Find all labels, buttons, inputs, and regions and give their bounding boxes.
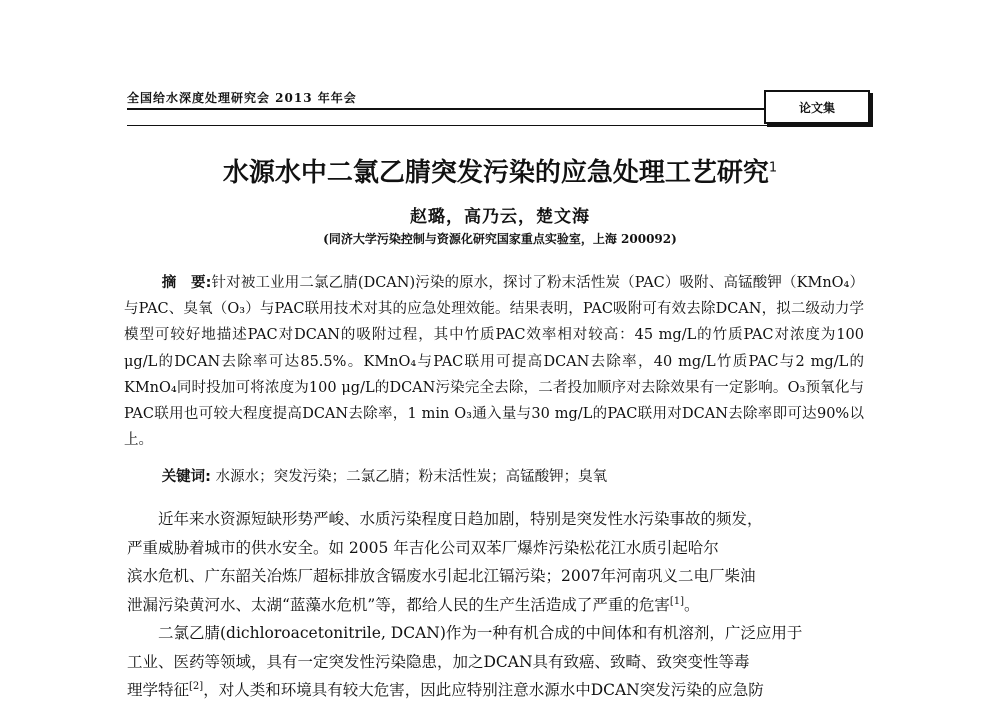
abstract-text: 针对被工业用二氯乙腈(DCAN)污染的原水，探讨了粉末活性炭（PAC）吸附、高锰酸钾（KMnO₄）与PAC、臭氧（O₃）与PAC联用技术对其的应急处理效能。结果表明，PAC吸附可有效去除DCAN，拟二级动力学模型可较好地描述PAC对DCAN的吸附过程，其中竹质PAC效率相对较高：45 mg/L的竹质PAC对浓度为100 μg/L的DCAN去除率可达85.5%。KMnO₄与PAC联用可提高DCAN去除率，40 mg/L竹质PAC与2 mg/L的KMnO₄同时投加可将浓度为100 μg/L的DCAN污染完全去除，二者投加顺序对去除效果有一定影响。O₃预氧化与PAC联用也可较大程度提高DCAN去除率，1 min O₃通入量与30 mg/L的PAC联用对DCAN去除率即可达90%以上。 [124, 275, 864, 449]
paper-title [150, 152, 850, 189]
proceedings-tag: 论文集 [764, 90, 870, 124]
citation-1[interactable]: [1] [669, 595, 685, 607]
keywords-text: 水源水；突发污染；二氯乙腈；粉末活性炭；高锰酸钾；臭氧 [215, 469, 608, 485]
p1-line-1: 近年来水资源短缺形势严峻、水质污染程度日趋加剧，特别是突发性水污染事故的频发， [158, 510, 763, 528]
body-text [127, 505, 869, 705]
p2-line-2: 工业、医药等领域，具有一定突发性污染隐患，加之DCAN具有致癌、致畸、致突变性等毒 [127, 652, 750, 671]
p2-line-3 [127, 676, 869, 705]
p1-line-4-text: 泄漏污染黄河水、太湖“蓝藻水危机”等，都给人民的生产生活造成了严重的危害 [127, 595, 670, 614]
abstract [124, 270, 864, 453]
keywords [124, 465, 864, 489]
p1-line-4 [127, 591, 869, 620]
paragraph-2 [127, 619, 869, 705]
p2-line-3b: ，对人类和环境具有较大危害，因此应特别注意水源水中DCAN突发污染的应急防 [203, 681, 764, 699]
header-rule-thin [127, 125, 872, 126]
conference-header: 全国给水深度处理研究会 2013 年年会 [127, 91, 357, 105]
paragraph-1 [127, 505, 869, 619]
affiliation: (同济大学污染控制与资源化研究国家重点实验室，上海 200092) [323, 232, 677, 246]
p1-line-2: 严重威胁着城市的供水安全。如 2005 年吉化公司双苯厂爆炸污染松花江水质引起哈尔 [127, 538, 719, 557]
p2-line-3a: 理学特征 [127, 681, 190, 699]
abstract-label: 摘 要: [161, 275, 212, 291]
authors: 赵璐，高乃云，楚文海 [410, 207, 590, 227]
p2-line-1: 二氯乙腈(dichloroacetonitrile, DCAN)作为一种有机合成的中间体和有机溶剂，广泛应用于 [158, 624, 803, 642]
title-footnote-mark: 1 [768, 160, 778, 176]
p1-end: 。 [684, 595, 700, 614]
abstract-paragraph [124, 270, 864, 453]
p1-line-3: 滨水危机、广东韶关冶炼厂超标排放含镉废水引起北江镉污染；2007年河南巩义二电厂柴油 [127, 567, 756, 585]
paper-title-text: 水源水中二氯乙腈突发污染的应急处理工艺研究 [222, 158, 769, 188]
header-rule [127, 108, 872, 110]
citation-2[interactable]: [2] [189, 680, 204, 692]
keywords-label: 关键词: [161, 469, 211, 485]
